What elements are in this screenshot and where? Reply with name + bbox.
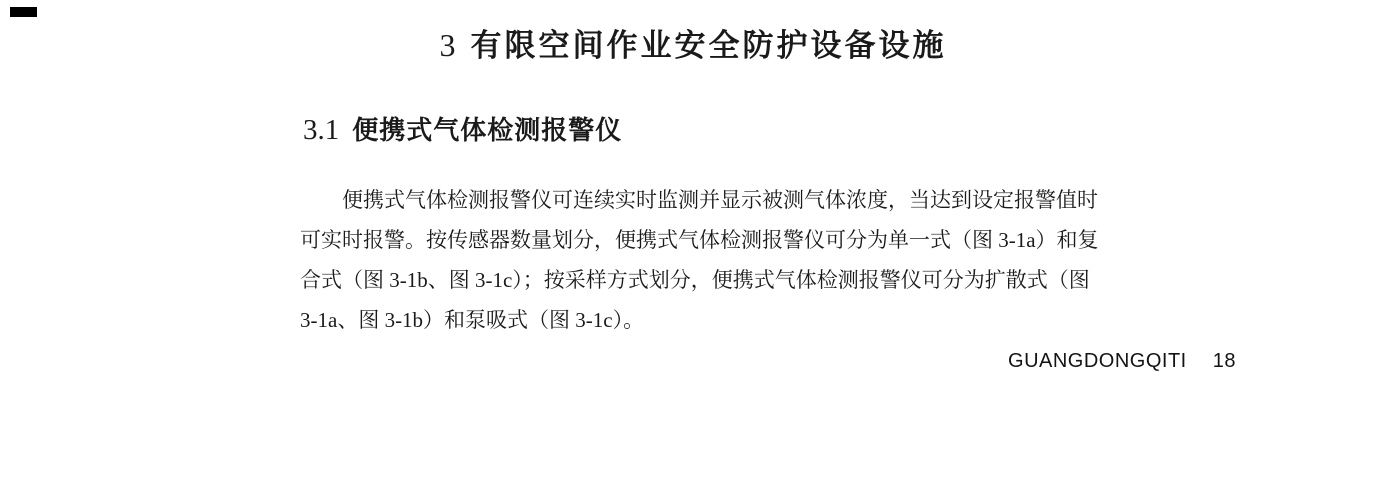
- chapter-title-text: 有限空间作业安全防护设备设施: [470, 28, 947, 63]
- paragraph-line: 便携式气体检测报警仪可连续实时监测并显示被测气体浓度，当达到设定报警值时: [342, 188, 1098, 212]
- chapter-number: 3: [439, 27, 456, 63]
- page-number: 18: [1212, 350, 1236, 372]
- section-heading-text: 便携式气体检测报警仪: [352, 115, 623, 145]
- watermark-text: GUANGDONGQITI: [1008, 350, 1187, 372]
- footer: [1008, 348, 1236, 374]
- paragraph-line: 可实时报警。按传感器数量划分，便携式气体检测报警仪可分为单一式（图 3-1a）和复: [300, 228, 1099, 252]
- scan-artifact-mark: [10, 7, 37, 17]
- section-number: 3.1: [303, 114, 340, 146]
- section-heading: [303, 110, 622, 155]
- paragraph-line: 3-1a、图 3-1b）和泵吸式（图 3-1c）。: [300, 308, 645, 332]
- body-paragraph: [300, 180, 1099, 340]
- chapter-title: [0, 24, 1386, 73]
- paragraph-line: 合式（图 3-1b、图 3-1c）；按采样方式划分，便携式气体检测报警仪可分为扩散式（图: [300, 268, 1090, 292]
